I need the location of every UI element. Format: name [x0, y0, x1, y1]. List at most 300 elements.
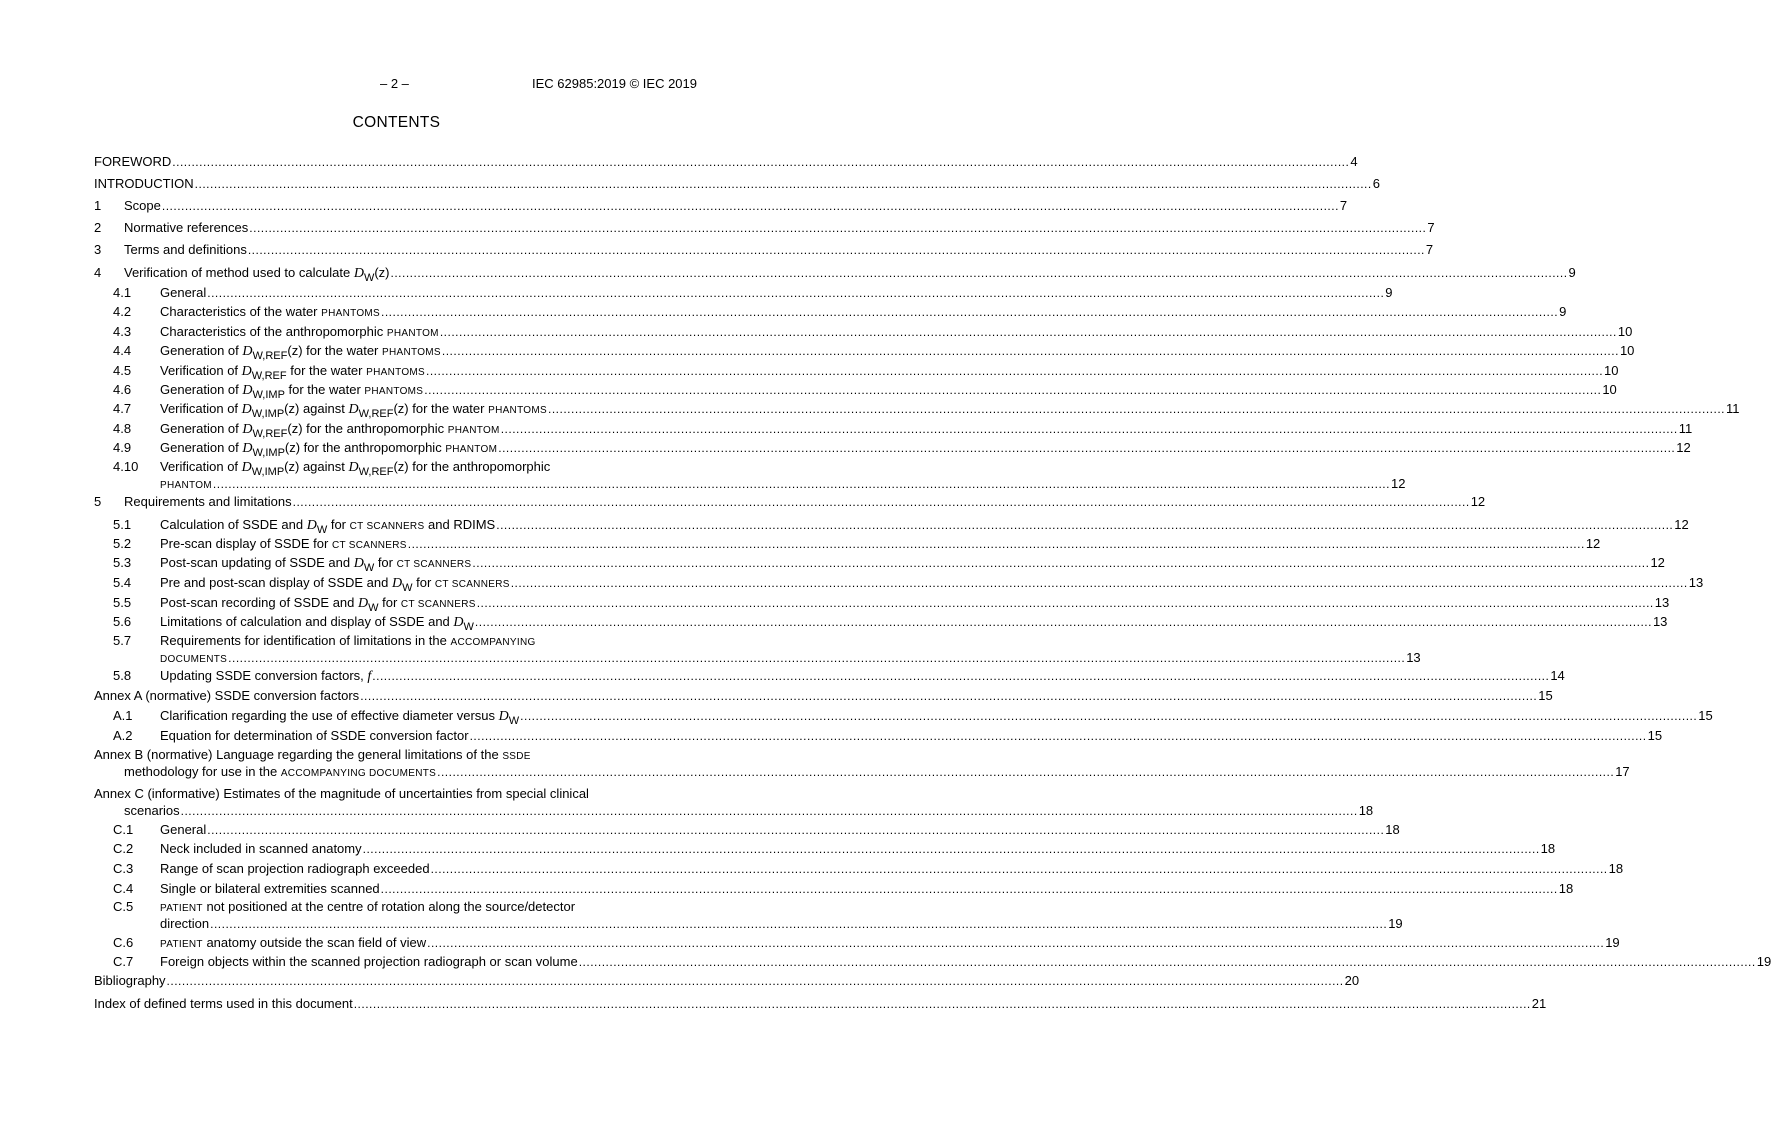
toc-entry[interactable] — [94, 197, 1348, 214]
dot-leader — [228, 650, 1405, 667]
entry-title — [160, 458, 550, 477]
toc-entry[interactable] — [94, 707, 1713, 727]
page-number-ref: 18 — [1385, 822, 1400, 837]
section-number: 4.7 — [113, 401, 132, 416]
toc-entry[interactable] — [94, 613, 1668, 633]
section-number: 4 — [94, 265, 102, 280]
entry-title — [94, 153, 171, 170]
section-number: C.1 — [113, 822, 134, 837]
defined-term: PHANTOM — [160, 480, 212, 491]
entry-title — [160, 574, 510, 593]
entry-title — [160, 898, 575, 917]
toc-entry[interactable] — [94, 972, 1360, 989]
toc-entry[interactable] — [94, 303, 1567, 320]
entry-title-continued — [124, 802, 180, 819]
toc-entry[interactable] — [94, 840, 1556, 857]
entry-title — [94, 687, 359, 704]
entry-title — [160, 840, 362, 857]
toc-entry[interactable] — [94, 362, 1619, 382]
entry-text: Post-scan recording of SSDE and — [160, 595, 358, 610]
defined-term: PHANTOMS — [488, 405, 547, 416]
entry-text: Verification of — [160, 401, 242, 416]
subscript: W,REF — [252, 350, 288, 362]
subscript: W — [316, 524, 328, 536]
dot-leader — [207, 822, 1384, 839]
math-symbol: f — [367, 669, 372, 684]
page-number-ref: 9 — [1568, 265, 1576, 280]
entry-text: Generation of — [160, 343, 243, 358]
entry-text: for the water — [286, 363, 367, 378]
entry-text: (z) for the anthropomorphic — [284, 440, 446, 455]
dot-leader — [548, 401, 1725, 418]
section-number: 2 — [94, 220, 102, 235]
section-number: 5.2 — [113, 536, 132, 551]
dot-leader — [360, 688, 1537, 705]
entry-text: INTRODUCTION — [94, 176, 194, 191]
page-number-ref: 12 — [1470, 494, 1486, 509]
subscript: W — [363, 562, 375, 574]
entry-text: Equation for determination of SSDE conversion factor — [160, 728, 469, 743]
section-number: C.4 — [113, 881, 134, 896]
entry-text: Pre and post-scan display of SSDE and — [160, 575, 392, 590]
math-symbol: D — [353, 556, 364, 571]
dot-leader — [354, 996, 1531, 1013]
toc-entry[interactable] — [94, 785, 1374, 819]
defined-term: PHANTOMS — [366, 367, 425, 378]
toc-entry[interactable] — [94, 953, 1771, 970]
entry-text: Single or bilateral extremities scanned — [160, 881, 380, 896]
toc-entry[interactable] — [94, 342, 1635, 362]
defined-term: PATIENT — [160, 939, 203, 950]
defined-term: ACCOMPANYING DOCUMENTS — [280, 768, 437, 779]
page-number-ref: 13 — [1688, 575, 1704, 590]
toc-entry[interactable] — [94, 880, 1574, 897]
math-symbol: D — [348, 460, 359, 475]
dot-leader — [511, 575, 1688, 592]
entry-text: Generation of — [160, 440, 243, 455]
entry-text: Clarification regarding the use of effective diameter versus — [160, 708, 499, 723]
page-number-ref: 12 — [1676, 440, 1691, 455]
defined-term: CT SCANNERS — [400, 599, 476, 610]
entry-text: Normative references — [124, 220, 249, 235]
toc-entry[interactable] — [94, 219, 1435, 236]
entry-text: Generation of — [160, 421, 243, 436]
math-symbol: D — [353, 266, 364, 281]
entry-text: (z) — [374, 265, 390, 280]
entry-title — [160, 439, 497, 458]
section-number: 5.4 — [113, 575, 132, 590]
defined-term: SSDE — [502, 751, 531, 762]
entry-text: General — [160, 285, 207, 300]
entry-text: Verification of — [160, 363, 242, 378]
page-number-ref: 15 — [1647, 728, 1663, 743]
toc-entry[interactable] — [94, 458, 1406, 492]
section-number: C.2 — [113, 841, 134, 856]
page-title: CONTENTS — [352, 114, 441, 131]
entry-text: General — [160, 822, 207, 837]
dot-leader — [501, 421, 1678, 438]
entry-text: Scope — [124, 198, 161, 213]
page-number-ref: 7 — [1339, 198, 1348, 213]
page-number-ref: 12 — [1674, 517, 1689, 532]
dot-leader — [248, 242, 1425, 259]
page-number-ref: 7 — [1425, 242, 1434, 257]
dot-leader — [213, 476, 1390, 493]
section-number: 4.5 — [113, 363, 132, 378]
page-number-ref: 20 — [1344, 973, 1360, 988]
page-number-ref: 18 — [1608, 861, 1624, 876]
entry-text: for — [412, 575, 435, 590]
dot-leader — [579, 954, 1756, 971]
page-number-ref: 19 — [1756, 954, 1771, 969]
defined-term: CT SCANNERS — [331, 540, 407, 551]
entry-title — [160, 535, 407, 554]
toc-entry[interactable] — [94, 821, 1400, 838]
entry-text: Calculation of SSDE and — [160, 517, 307, 532]
dot-leader — [424, 382, 1601, 399]
section-number: 5.1 — [113, 517, 132, 532]
defined-term: ACCOMPANYING — [450, 637, 536, 648]
defined-term: DOCUMENTS — [160, 654, 228, 665]
defined-term: CT SCANNERS — [434, 579, 510, 590]
entry-text: Generation of — [160, 382, 243, 397]
entry-title — [160, 707, 519, 726]
entry-title — [160, 667, 371, 685]
entry-title — [160, 284, 206, 301]
entry-text: methodology for use in the — [124, 764, 281, 779]
toc-entry[interactable] — [94, 860, 1624, 877]
entry-title-continued — [160, 915, 209, 932]
entry-title — [160, 400, 547, 419]
entry-title — [160, 953, 578, 970]
entry-text: scenarios — [124, 803, 180, 818]
dot-leader — [520, 708, 1697, 725]
dot-leader — [381, 304, 1558, 321]
page-number-ref: 10 — [1602, 382, 1617, 397]
toc-entry[interactable] — [94, 153, 1358, 170]
math-symbol: D — [241, 364, 252, 379]
defined-term: PHANTOMS — [364, 386, 424, 397]
toc-entry[interactable] — [94, 535, 1601, 552]
page-number-ref: 9 — [1559, 304, 1567, 319]
dot-leader — [391, 265, 1568, 282]
section-number: 4.3 — [113, 324, 132, 339]
dot-leader — [293, 494, 1470, 511]
toc-entry[interactable] — [94, 687, 1553, 704]
dot-leader — [372, 668, 1549, 685]
entry-text: Limitations of calculation and display of SSDE and — [160, 614, 454, 629]
page-number-ref: 21 — [1531, 996, 1547, 1011]
toc-entry[interactable] — [94, 241, 1434, 258]
toc-entry[interactable] — [94, 594, 1670, 614]
subscript: W — [368, 602, 379, 614]
entry-title — [160, 880, 380, 897]
page-number-ref: 4 — [1350, 154, 1358, 169]
entry-title — [160, 381, 423, 400]
section-number: 5.8 — [113, 668, 132, 683]
page-number-ref: 7 — [1427, 220, 1435, 235]
entry-text: Updating SSDE conversion factors, — [160, 668, 368, 683]
dot-leader — [475, 614, 1652, 631]
entry-text: direction — [160, 916, 210, 931]
toc-entry[interactable] — [94, 323, 1633, 340]
dot-leader — [172, 154, 1349, 171]
page-number-ref: 15 — [1698, 708, 1713, 723]
entry-text: (z) for the water — [393, 401, 489, 416]
math-symbol: D — [241, 460, 252, 475]
entry-text: Requirements for identification of limitations in the — [160, 633, 451, 648]
entry-text: Annex A (normative) SSDE conversion factors — [94, 688, 360, 703]
page-number-ref: 6 — [1372, 176, 1380, 191]
math-symbol: D — [498, 709, 509, 724]
dot-leader — [207, 285, 1384, 302]
entry-title — [160, 860, 430, 877]
dot-leader — [381, 881, 1558, 898]
subscript: W,REF — [358, 408, 394, 420]
entry-text: Index of defined terms used in this document — [94, 996, 353, 1011]
entry-text: Verification of — [160, 459, 242, 474]
subscript: W,REF — [252, 428, 288, 440]
entry-title-continued — [124, 763, 436, 782]
dot-leader — [437, 764, 1614, 781]
entry-title — [160, 554, 471, 573]
section-number: 3 — [94, 242, 102, 257]
entry-title — [160, 632, 536, 651]
defined-term: CT SCANNERS — [396, 559, 472, 570]
math-symbol: D — [348, 402, 359, 417]
entry-title — [160, 323, 439, 342]
dot-leader — [496, 517, 1673, 534]
entry-text: and RDIMS — [424, 517, 496, 532]
entry-text: Annex B (normative) Language regarding the general limitations of the — [94, 747, 503, 762]
toc-entry[interactable] — [94, 632, 1421, 666]
subscript: W,IMP — [252, 389, 285, 401]
toc-entry[interactable] — [94, 439, 1691, 459]
toc-entry[interactable] — [94, 934, 1620, 951]
math-symbol: D — [391, 576, 403, 591]
toc-entry[interactable] — [94, 727, 1663, 744]
entry-title — [124, 197, 161, 214]
toc-entry[interactable] — [94, 746, 1630, 780]
dot-leader — [181, 803, 1358, 820]
math-symbol: D — [241, 402, 252, 417]
toc-entry[interactable] — [94, 381, 1617, 401]
entry-text: FOREWORD — [94, 154, 172, 169]
section-number: 5 — [94, 494, 102, 509]
dot-leader — [477, 595, 1654, 612]
section-number: 4.1 — [113, 285, 132, 300]
section-number: 4.9 — [113, 440, 132, 455]
entry-title — [160, 727, 469, 744]
entry-title — [94, 746, 531, 765]
math-symbol: D — [242, 422, 253, 437]
entry-title — [94, 175, 194, 192]
section-number: 5.5 — [113, 595, 132, 610]
math-symbol: D — [453, 615, 464, 630]
toc-entry[interactable] — [94, 493, 1486, 510]
entry-text: for — [327, 517, 350, 532]
subscript: W,IMP — [252, 447, 285, 459]
dot-leader — [427, 935, 1604, 952]
entry-text: (z) against — [284, 401, 349, 416]
dot-leader — [498, 440, 1675, 457]
toc-entry[interactable] — [94, 995, 1547, 1012]
entry-title — [160, 594, 476, 613]
defined-term: PHANTOM — [445, 444, 498, 455]
entry-title — [160, 303, 380, 322]
toc-entry[interactable] — [94, 175, 1380, 192]
page-number-ref: 13 — [1654, 595, 1670, 610]
dot-leader — [470, 728, 1647, 745]
entry-text: Bibliography — [94, 973, 166, 988]
entry-title-continued — [160, 649, 227, 668]
page-number-ref: 19 — [1388, 916, 1403, 931]
subscript: W — [463, 621, 474, 633]
entry-title — [160, 362, 425, 381]
defined-term: PHANTOMS — [321, 308, 381, 319]
section-number: 4.6 — [113, 382, 132, 397]
toc-entry[interactable] — [94, 264, 1576, 284]
page-number-ref: 12 — [1390, 476, 1406, 491]
entry-title — [94, 972, 166, 989]
subscript: W,IMP — [251, 466, 285, 478]
math-symbol: D — [306, 518, 317, 533]
page-number-ref: 13 — [1406, 650, 1421, 665]
section-number: 4.10 — [113, 459, 139, 474]
document-reference: IEC 62985:2019 © IEC 2019 — [532, 76, 697, 91]
section-number: 5.6 — [113, 614, 132, 629]
section-number: C.7 — [113, 954, 134, 969]
math-symbol: D — [242, 441, 253, 456]
toc-entry[interactable] — [94, 516, 1689, 536]
math-symbol: D — [242, 344, 253, 359]
entry-text: Post-scan updating of SSDE and — [160, 555, 354, 570]
toc-entry[interactable] — [94, 574, 1704, 594]
defined-term: CT SCANNERS — [349, 521, 425, 532]
dot-leader — [363, 841, 1540, 858]
page-number-ref: 13 — [1652, 614, 1668, 629]
entry-text: not positioned at the centre of rotation along the source/detector — [202, 899, 576, 914]
entry-title — [160, 934, 426, 953]
page-number-ref: 14 — [1550, 668, 1565, 683]
section-number: 1 — [94, 198, 102, 213]
toc-entry[interactable] — [94, 284, 1393, 301]
section-number: 4.4 — [113, 343, 132, 358]
toc-entry[interactable] — [94, 400, 1740, 420]
defined-term: PHANTOM — [386, 328, 439, 339]
section-number: 4.2 — [113, 304, 132, 319]
entry-title — [94, 785, 589, 802]
entry-text: for the water — [284, 382, 365, 397]
page-number-ref: 19 — [1605, 935, 1620, 950]
math-symbol: D — [242, 383, 253, 398]
dot-leader — [440, 324, 1617, 341]
page-number: – 2 – — [380, 76, 409, 91]
entry-text: Verification of method used to calculate — [124, 265, 354, 280]
entry-title — [160, 342, 441, 361]
entry-text: Range of scan projection radiograph exceeded — [160, 861, 430, 876]
dot-leader — [408, 536, 1585, 553]
math-symbol: D — [358, 596, 369, 611]
page-number-ref: 18 — [1558, 881, 1574, 896]
page-number-ref: 17 — [1615, 764, 1630, 779]
dot-leader — [195, 176, 1372, 193]
entry-title — [160, 516, 495, 535]
section-number: A.1 — [113, 708, 133, 723]
section-number: A.2 — [113, 728, 133, 743]
defined-term: PHANTOM — [447, 425, 500, 436]
dot-leader — [426, 363, 1603, 380]
entry-text: Foreign objects within the scanned projection radiograph or scan volume — [160, 954, 578, 969]
entry-text: for — [378, 595, 401, 610]
entry-text: anatomy outside the scan field of view — [202, 935, 427, 950]
dot-leader — [442, 343, 1619, 360]
entry-text: Terms and definitions — [124, 242, 247, 257]
toc-entry[interactable] — [94, 667, 1565, 684]
section-number: 5.3 — [113, 555, 132, 570]
page-number-ref: 12 — [1585, 536, 1601, 551]
page-number-ref: 18 — [1540, 841, 1556, 856]
entry-text: (z) for the anthropomorphic — [287, 421, 448, 436]
dot-leader — [167, 973, 1344, 990]
section-number: 4.8 — [113, 421, 132, 436]
entry-text: Characteristics of the anthropomorphic — [160, 324, 387, 339]
dot-leader — [249, 220, 1426, 237]
page-number-ref: 15 — [1538, 688, 1553, 703]
page-number-ref: 11 — [1726, 401, 1740, 416]
page-number-ref: 12 — [1650, 555, 1665, 570]
dot-leader — [162, 198, 1339, 215]
entry-title — [160, 821, 206, 838]
subscript: W,REF — [358, 466, 394, 478]
subscript: W,REF — [251, 370, 287, 382]
entry-text: for — [374, 555, 397, 570]
section-number: C.5 — [113, 899, 134, 914]
page-number-ref: 10 — [1617, 324, 1633, 339]
entry-text: (z) for the anthropomorphic — [393, 459, 551, 474]
section-number: C.6 — [113, 935, 134, 950]
entry-text: (z) against — [284, 459, 349, 474]
entry-title-continued — [160, 475, 212, 494]
section-number: C.3 — [113, 861, 134, 876]
page-number-ref: 9 — [1385, 285, 1393, 300]
entry-text: Pre-scan display of SSDE for — [160, 536, 332, 551]
entry-title — [124, 241, 247, 258]
entry-title — [124, 264, 390, 283]
dot-leader — [210, 916, 1387, 933]
subscript: W,IMP — [251, 408, 285, 420]
page-number-ref: 10 — [1619, 343, 1635, 358]
entry-title — [94, 995, 353, 1012]
toc-entry[interactable] — [94, 420, 1693, 440]
subscript: W — [363, 272, 375, 284]
entry-title — [160, 613, 474, 632]
entry-title — [160, 420, 500, 439]
subscript: W — [508, 715, 520, 727]
entry-title — [124, 219, 248, 236]
toc-entry[interactable] — [94, 554, 1665, 574]
entry-text: (z) for the water — [287, 343, 382, 358]
dot-leader — [431, 861, 1608, 878]
entry-text: Requirements and limitations — [124, 494, 292, 509]
subscript: W — [402, 582, 413, 594]
entry-text: Characteristics of the water — [160, 304, 322, 319]
section-number: 5.7 — [113, 633, 132, 648]
defined-term: PATIENT — [160, 903, 203, 914]
toc-entry[interactable] — [94, 898, 1403, 932]
entry-title — [124, 493, 292, 510]
page-number-ref: 11 — [1678, 421, 1693, 436]
